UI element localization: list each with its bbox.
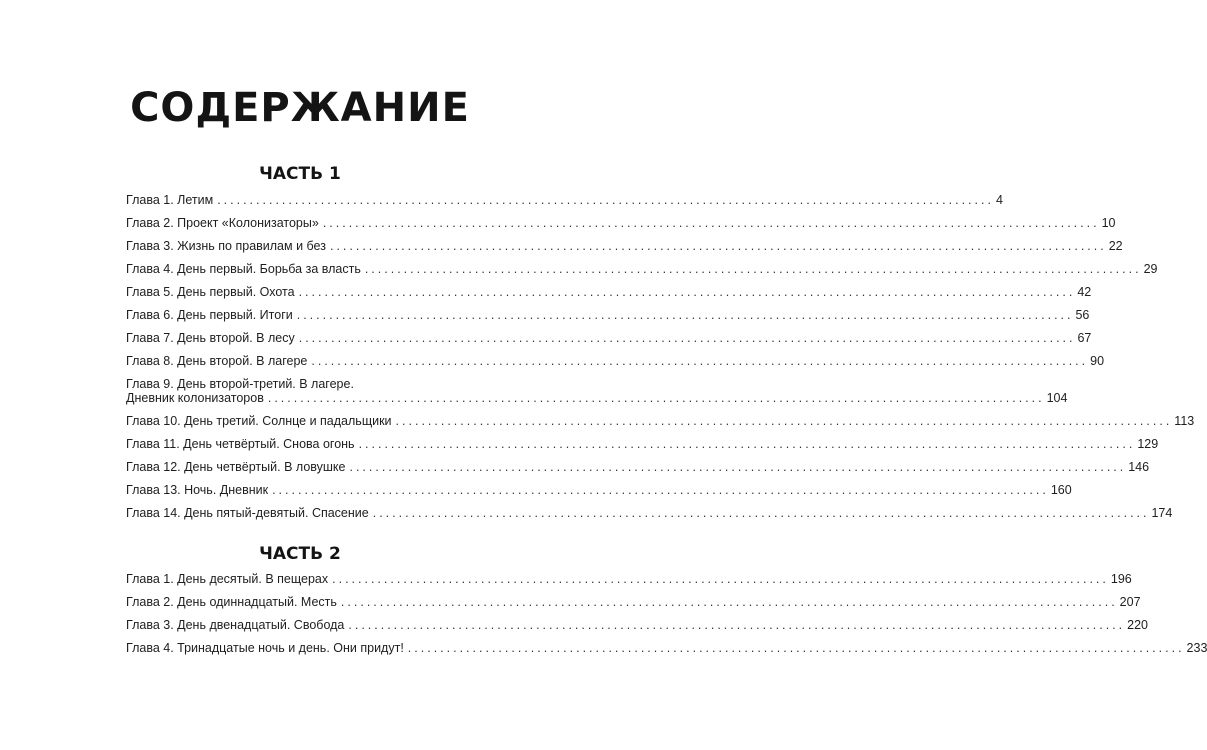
part-1-heading: ЧАСТЬ 1 [259, 164, 341, 184]
part-1-toc-list [126, 193, 1195, 529]
toc-entry[interactable]: Глава 2. Проект «Колонизаторы» ........................................................................................................................ 10 [126, 216, 1116, 230]
toc-entry[interactable]: Глава 4. Тринадцатые ночь и день. Они придут! ........................................................................................................................ 233 [126, 641, 1207, 655]
toc-entry[interactable]: Глава 3. Жизнь по правилам и без ........................................................................................................................ 22 [126, 239, 1123, 253]
dot-leader: ........................................................................................................................ [372, 506, 1150, 520]
toc-entry[interactable]: Глава 1. Летим ........................................................................................................................ 4 [126, 193, 1003, 207]
toc-entry[interactable]: Глава 14. День пятый-девятый. Спасение ........................................................................................................................ 174 [126, 506, 1173, 520]
toc-entry[interactable]: Глава 2. День одиннадцатый. Месть ........................................................................................................................ 207 [126, 595, 1141, 609]
toc-entry[interactable]: Глава 8. День второй. В лагере ........................................................................................................................ 90 [126, 354, 1105, 368]
dot-leader: ........................................................................................................................ [364, 262, 1142, 276]
dot-leader: ........................................................................................................................ [348, 618, 1126, 632]
toc-entry[interactable]: Глава 4. День первый. Борьба за власть ........................................................................................................................ 29 [126, 262, 1158, 276]
dot-leader: ........................................................................................................................ [272, 483, 1049, 497]
toc-entry[interactable]: Глава 5. День первый. Охота ........................................................................................................................ 42 [126, 285, 1092, 299]
dot-leader: ........................................................................................................................ [349, 460, 1127, 474]
dot-leader: ........................................................................................................................ [217, 193, 994, 207]
dot-leader: ........................................................................................................................ [322, 216, 1100, 230]
toc-entry[interactable]: Глава 10. День третий. Солнце и падальщики ........................................................................................................................ 113 [126, 414, 1195, 428]
dot-leader: ........................................................................................................................ [329, 239, 1107, 253]
dot-leader: ........................................................................................................................ [395, 414, 1173, 428]
dot-leader: ........................................................................................................................ [340, 595, 1118, 609]
toc-entry[interactable]: Глава 9. День второй-третий. В лагере. Дневник колонизаторов ........................................................................................................................ 104 [126, 377, 1068, 405]
part-2-toc-list [126, 572, 1207, 664]
dot-leader: ........................................................................................................................ [298, 331, 1076, 345]
toc-entry[interactable]: Глава 3. День двенадцатый. Свобода ........................................................................................................................ 220 [126, 618, 1148, 632]
toc-entry[interactable]: Глава 13. Ночь. Дневник ........................................................................................................................ 160 [126, 483, 1072, 497]
dot-leader: ........................................................................................................................ [332, 572, 1109, 586]
part-2-heading: ЧАСТЬ 2 [259, 544, 341, 564]
toc-entry[interactable]: Глава 11. День четвёртый. Снова огонь ........................................................................................................................ 129 [126, 437, 1159, 451]
toc-entry[interactable]: Глава 7. День второй. В лесу ........................................................................................................................ 67 [126, 331, 1092, 345]
dot-leader: ........................................................................................................................ [298, 285, 1076, 299]
dot-leader: ........................................................................................................................ [296, 308, 1074, 322]
dot-leader: ........................................................................................................................ [311, 354, 1089, 368]
dot-leader: ........................................................................................................................ [267, 391, 1045, 405]
dot-leader: ........................................................................................................................ [407, 641, 1185, 655]
toc-entry[interactable]: Глава 1. День десятый. В пещерах ........................................................................................................................ 196 [126, 572, 1132, 586]
page-title: СОДЕРЖАНИЕ [130, 85, 470, 131]
toc-entry[interactable]: Глава 6. День первый. Итоги ........................................................................................................................ 56 [126, 308, 1090, 322]
dot-leader: ........................................................................................................................ [358, 437, 1136, 451]
toc-entry[interactable]: Глава 12. День четвёртый. В ловушке ........................................................................................................................ 146 [126, 460, 1150, 474]
